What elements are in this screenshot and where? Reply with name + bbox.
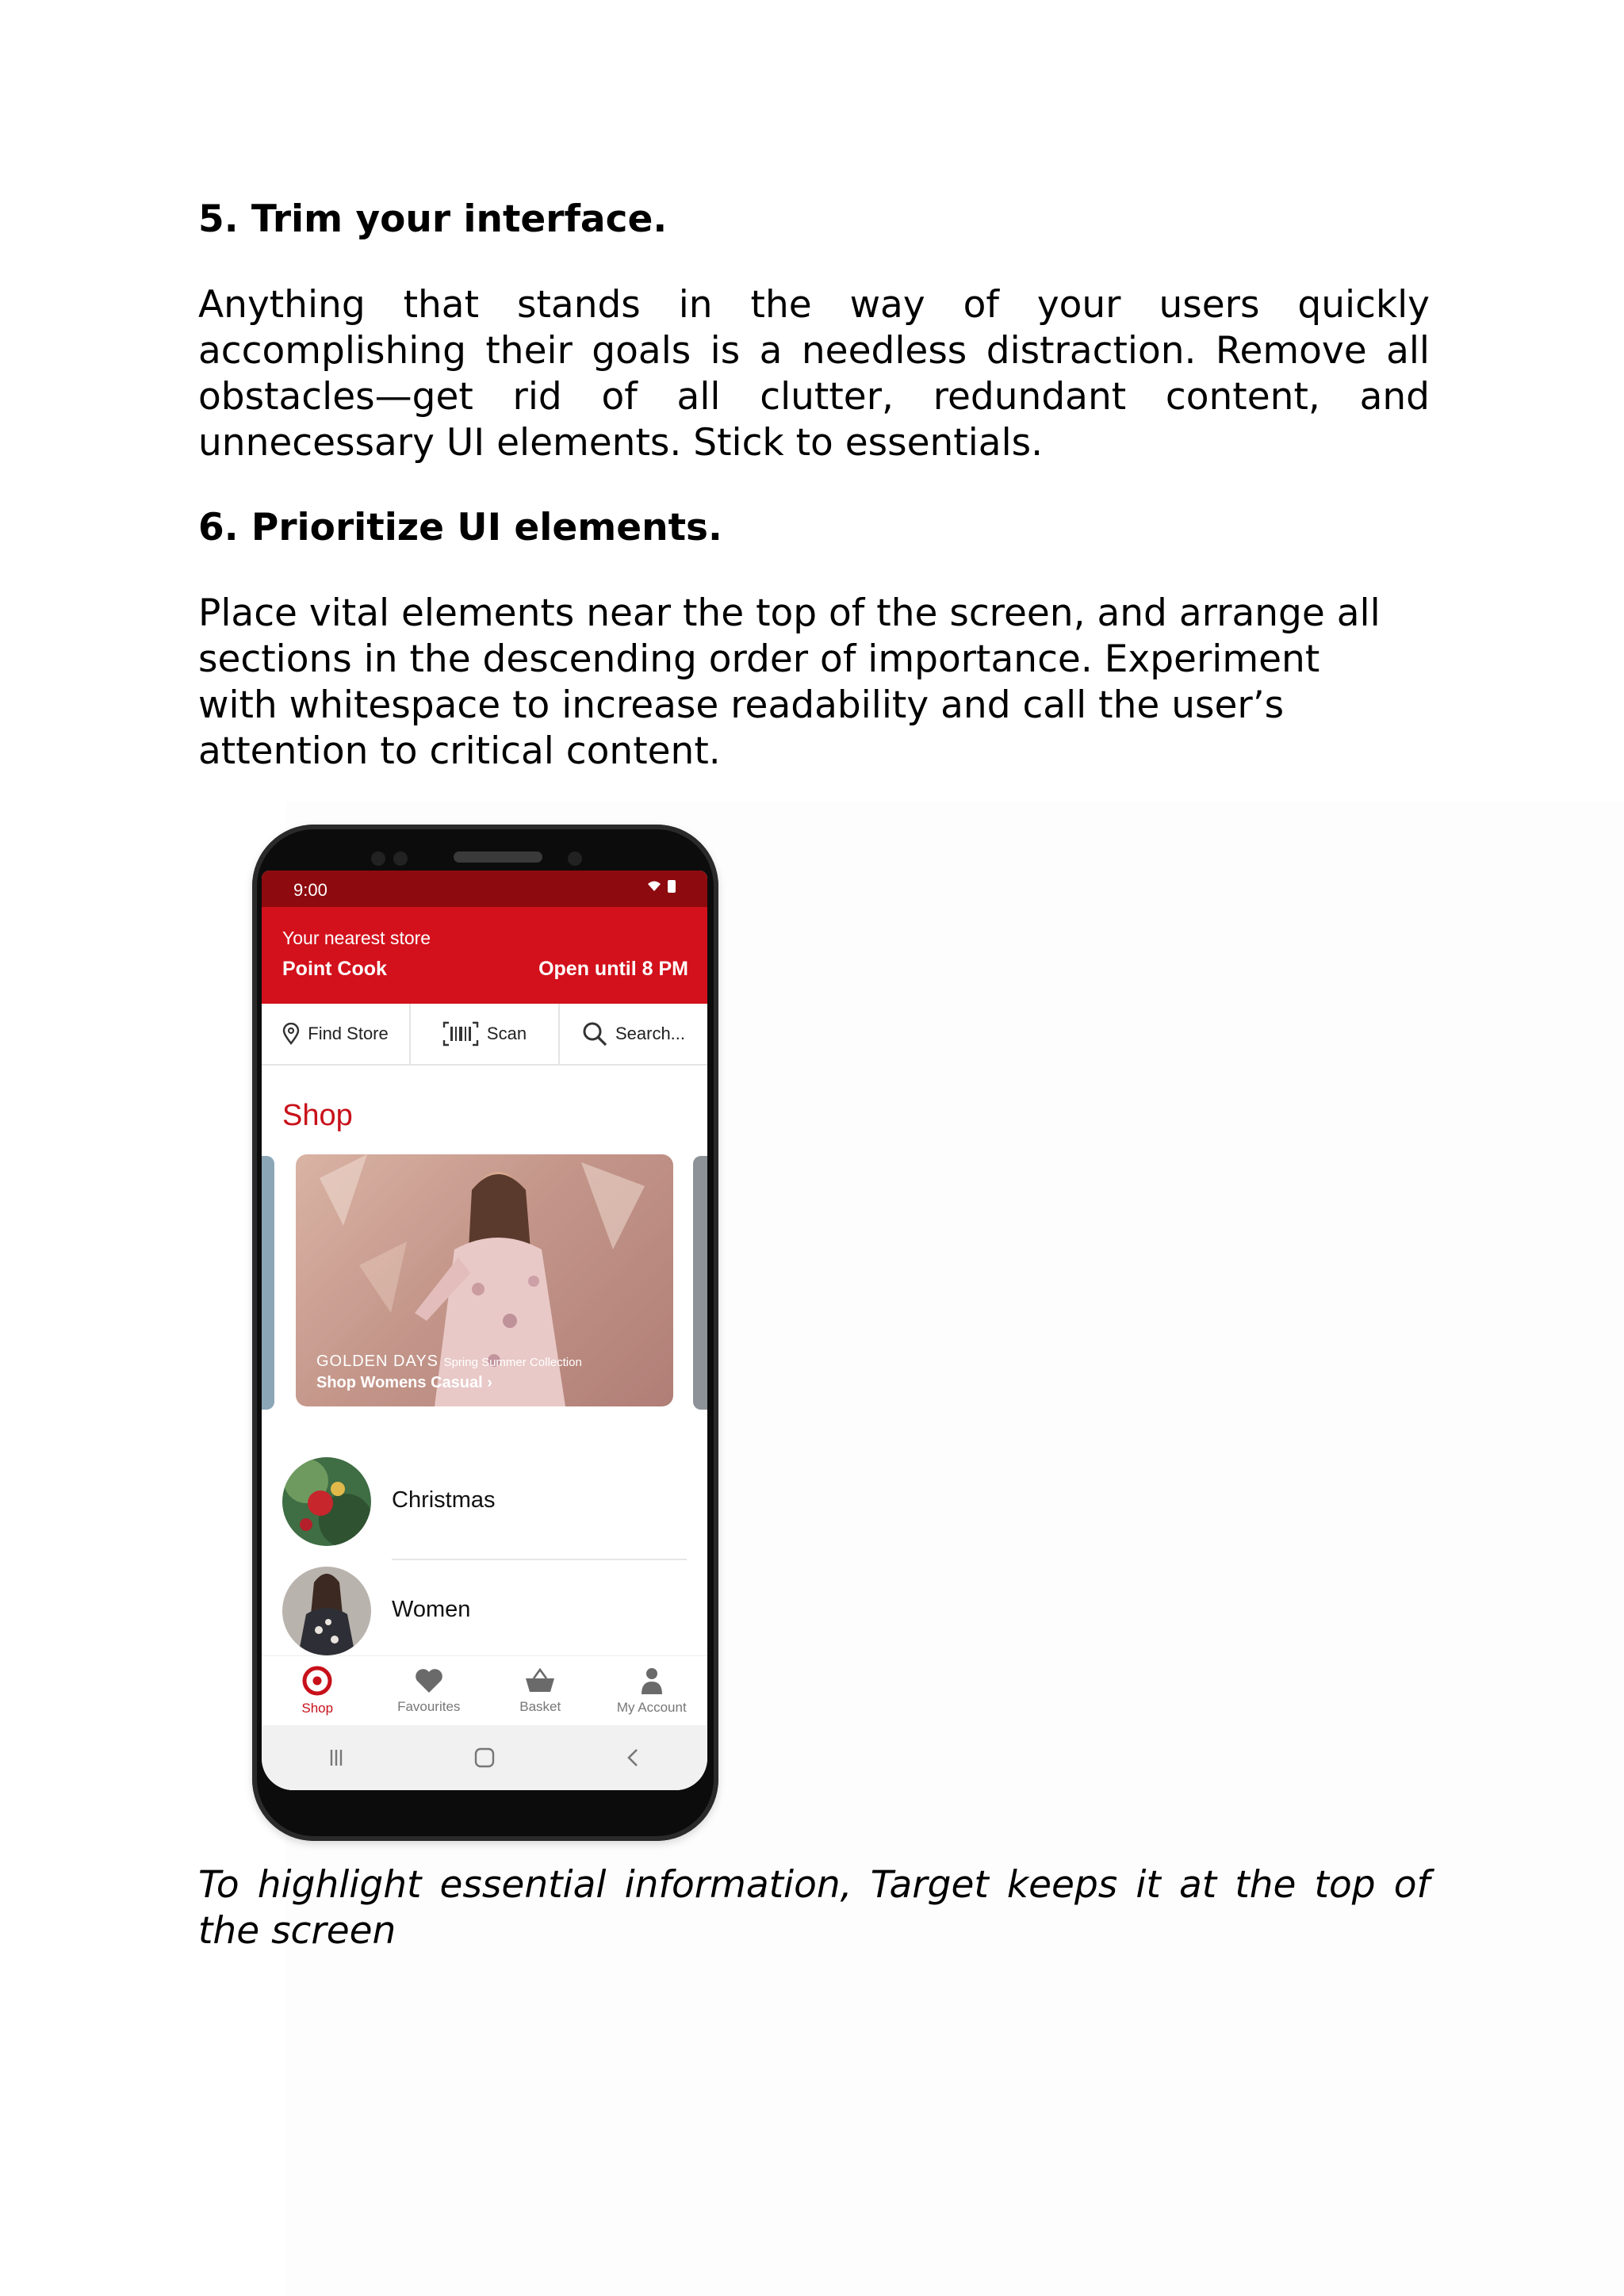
promo-link[interactable]: Shop Womens Casual › (316, 1374, 492, 1391)
location-pin-icon (282, 1023, 300, 1045)
section-5-heading: 5. Trim your interface. (198, 197, 668, 241)
target-logo-icon (302, 1666, 332, 1696)
divider (392, 1559, 687, 1560)
scan-button[interactable] (411, 1004, 560, 1064)
nav-my-account[interactable]: My Account (596, 1656, 708, 1726)
section-6-heading: 6. Prioritize UI elements. (198, 506, 722, 549)
search-button[interactable] (560, 1004, 707, 1064)
section-6-body-line: sections in the descending order of importance. Experiment (198, 637, 1320, 681)
camera-icon (371, 851, 385, 866)
barcode-icon (442, 1021, 479, 1047)
heart-icon (414, 1667, 444, 1694)
carousel-next-card[interactable] (693, 1156, 707, 1410)
section-6-body-line: with whitespace to increase readability and call the user’s (198, 683, 1285, 727)
scan-label: Scan (486, 1024, 527, 1043)
search-label: Search... (615, 1024, 686, 1043)
basket-icon (524, 1667, 556, 1694)
front-camera-icon (568, 851, 582, 866)
promo-title: GOLDEN DAYS Spring Summer Collection (316, 1353, 582, 1370)
system-navigation-bar (262, 1725, 707, 1790)
women-image (282, 1567, 371, 1655)
category-label: Women (392, 1597, 471, 1622)
category-label: Christmas (392, 1487, 496, 1513)
status-time: 9:00 (293, 880, 327, 900)
nav-favourites[interactable]: Favourites (373, 1656, 485, 1726)
promo-card[interactable] (296, 1154, 673, 1406)
store-label: Your nearest store (282, 928, 431, 948)
status-bar (262, 871, 707, 907)
section-5 (198, 197, 1430, 466)
speaker-grille (454, 851, 542, 863)
find-store-button[interactable] (262, 1004, 411, 1064)
store-name: Point Cook (282, 958, 387, 980)
avatar (282, 1457, 371, 1546)
promo-subtitle: Spring Summer Collection (443, 1356, 582, 1369)
section-5-body: Anything that stands in the way of your users quickly accomplishing their goals is a needless distraction. Remove all obstacles—get rid of all clutter, redundant content, and unnecessary UI elements. Stick to essentials. (198, 283, 1430, 465)
sensor-icon (393, 851, 408, 866)
quick-actions-bar (262, 1004, 707, 1066)
nav-basket[interactable]: Basket (485, 1656, 596, 1726)
search-icon (582, 1021, 607, 1047)
person-icon (638, 1667, 665, 1695)
nearest-store-banner[interactable] (262, 907, 707, 1004)
figure-caption: To highlight essential information, Target keeps it at the top of the screen (198, 1863, 1430, 1953)
store-hours: Open until 8 PM (538, 958, 688, 980)
nav-shop[interactable]: Shop (262, 1656, 373, 1726)
section-6-body (198, 591, 1430, 775)
home-icon[interactable] (461, 1747, 508, 1769)
carousel-previous-card[interactable] (262, 1156, 274, 1410)
christmas-image (282, 1457, 371, 1546)
section-6 (198, 505, 1430, 775)
battery-icon (668, 880, 676, 893)
phone-screen (262, 871, 707, 1790)
back-icon[interactable] (609, 1747, 657, 1769)
shop-section-title: Shop (282, 1099, 353, 1132)
recent-apps-icon[interactable] (312, 1747, 360, 1769)
bottom-navigation (262, 1655, 707, 1726)
section-6-body-line: attention to critical content. (198, 729, 721, 773)
list-item[interactable] (282, 1457, 687, 1549)
figure-caption-block (198, 1862, 1430, 1954)
list-item[interactable] (282, 1567, 687, 1659)
avatar (282, 1567, 371, 1655)
wifi-icon (647, 881, 661, 892)
find-store-label: Find Store (308, 1024, 389, 1043)
section-6-body-line: Place vital elements near the top of the screen, and arrange all (198, 591, 1381, 635)
